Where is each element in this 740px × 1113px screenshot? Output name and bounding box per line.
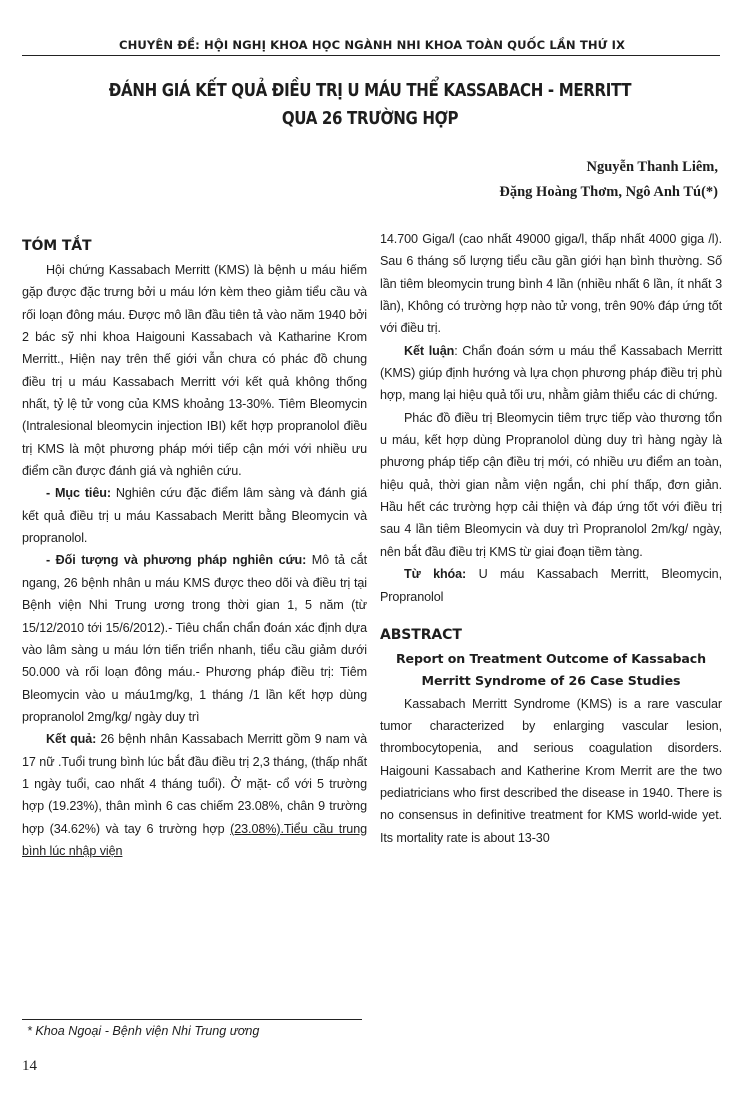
author-line-2: Đặng Hoàng Thơm, Ngô Anh Tú(*) xyxy=(499,184,718,200)
results-text-tail: (23.08%).Tiểu cầu trung bình lúc nhập viện xyxy=(22,821,367,858)
objective-text: Nghiên cứu đặc điểm lâm sàng và đánh giá kết quả điều trị u máu Kassabach Meritt bằng Bleomycin và propranolol. xyxy=(22,486,367,546)
author-block xyxy=(499,155,718,205)
results-text: 26 bệnh nhân Kassabach Merritt gồm 9 nam và 17 nữ .Tuổi trung bình lúc bắt đầu điều trị 2,3 tháng, (thấp nhất 1 ngày tuổi, cao nhất 4 tháng tuổi). Ở mặt- cổ với 5 trường hợp (19.23%), thân mình 6 cas chiếm 23.08%, chân 9 trường hợp (34.62%) và tay 6 trường hợp xyxy=(22,732,367,836)
results-paragraph xyxy=(22,728,367,862)
keywords-label: Từ khóa: xyxy=(404,567,467,582)
right-column xyxy=(380,228,722,849)
summary-paragraph: Hội chứng Kassabach Merritt (KMS) là bệnh u máu hiếm gặp được đặc trưng bởi u máu lớn kèm theo giảm tiểu cầu và rối loạn đông máu. Được mô lần đầu tiên tả vào năm 1940 bởi 2 bác sỹ nhi khoa Haigouni Kassabach và Katharine Krom Merritt., Hiện nay trên thế giới vẫn chưa có phác đồ chung điều trị u máu Kassabach Merritt với kết quả không thống nhất, tỷ lệ tử vong của KMS khoảng 13-30%. Tiêm Bleomycin (Intralesional bleomycin injection IBI) kết hợp propranolol điều trị KMS là một phương pháp mới tiếp cận mới với nhiều ưu điểm cần được đánh giá và nghiên cứu. xyxy=(22,263,367,479)
abstract-heading: ABSTRACT xyxy=(380,626,462,643)
conclusion-label: Kết luận xyxy=(404,343,455,358)
abstract-paragraph: Kassabach Merritt Syndrome (KMS) is a rare vascular tumor characterized by enlarging vascular lesion, thrombocytopenia, and serious coagulation disorders. Haigouni Kassabach and Katherine Krom Merrit are the two pediatricians who first described the disease in 1940. There is no consensus in definitive treatment for KMS world-wide yet. Its mortality rate is about 13-30 xyxy=(380,696,722,845)
article-title xyxy=(86,77,654,133)
running-head: CHUYÊN ĐỀ: HỘI NGHỊ KHOA HỌC NGÀNH NHI KHOA TOÀN QUỐC LẦN THỨ IX xyxy=(118,38,626,52)
left-column xyxy=(22,228,367,862)
protocol-paragraph: Phác đồ điều trị Bleomycin tiêm trực tiếp vào thương tổn u máu, kết hợp dùng Propranolol dùng duy trì hàng ngày là phương pháp tiếp cận điều trị mới, có nhiều ưu điểm an toàn, hiệu quả, thời gian nằm viện ngắn, chi phí thấp, đơn giản. Hầu hết các trường hợp cải thiện và đáp ứng tốt với điều trị sau 4 lần tiêm Bleomycin và duy trì Propranolol 2m/kg/ ngày, nên bắt đầu điều trị KMS từ giai đoạn tiềm tàng. xyxy=(380,410,722,559)
keywords-text: U máu Kassabach Merritt, Bleomycin, Propranolol xyxy=(380,567,722,604)
author-line-1: Nguyễn Thanh Liêm, xyxy=(586,159,718,175)
objective-paragraph xyxy=(22,482,367,549)
footnote-rule xyxy=(22,1019,362,1020)
results-continued-paragraph: 14.700 Giga/l (cao nhất 49000 giga/l, thấp nhất 4000 giga /l). Sau 6 tháng số lượng tiểu cầu gần giới hạn bình thường. Số lần tiêm bleomycin trung bình 4 lần (nhiều nhất 6 lần, ít nhất 3 lần), Không có trường hợp nào tử vong, trên 90% đáp ứng tốt với điều trị. xyxy=(380,232,722,336)
conclusion-text: : Chẩn đoán sớm u máu thể Kassabach Merritt (KMS) giúp định hướng và lựa chọn phương pháp điều trị phù hợp, mang lại hiệu quả tối ưu, nhằm giảm thiểu các di chứng. xyxy=(380,343,722,403)
page-number: 14 xyxy=(22,1058,37,1074)
header-rule xyxy=(22,55,720,56)
methods-paragraph xyxy=(22,549,367,728)
objective-label: - Mục tiêu: xyxy=(46,486,111,501)
title-line-1: ĐÁNH GIÁ KẾT QUẢ ĐIỀU TRỊ U MÁU THỂ KASSABACH - MERRITT xyxy=(108,81,632,101)
title-line-2: QUA 26 TRƯỜNG HỢP xyxy=(281,109,459,129)
english-title: Report on Treatment Outcome of Kassabach Merritt Syndrome of 26 Case Studies xyxy=(395,650,707,689)
keywords-paragraph xyxy=(380,563,722,608)
summary-heading: TÓM TẮT xyxy=(22,238,92,254)
affiliation-footnote: * Khoa Ngoại - Bệnh viện Nhi Trung ương xyxy=(27,1024,260,1038)
results-label: Kết quả: xyxy=(46,732,97,747)
methods-text: Mô tả cắt ngang, 26 bệnh nhân u máu KMS được theo dõi và điều trị tại Bệnh viện Nhi Trung ương trong thời gian 1, 5 năm (từ 15/12/2010 tới 15/6/2012).- Tiêu chẩn chẩn đoán xác định dựa vào lâm sàng u máu lớn tiến triển nhanh, tiểu cầu giảm dưới 50.000 và rối loạn đông máu.- Phương pháp điều trị: Tiêm Bleomycin vào u máu1mg/kg, 1 tháng /1 lần kết hợp dùng propranolol 2mg/kg/ ngày duy trì xyxy=(22,553,367,724)
methods-label: - Đối tượng và phương pháp nghiên cứu: xyxy=(46,553,307,568)
conclusion-paragraph xyxy=(380,340,722,407)
